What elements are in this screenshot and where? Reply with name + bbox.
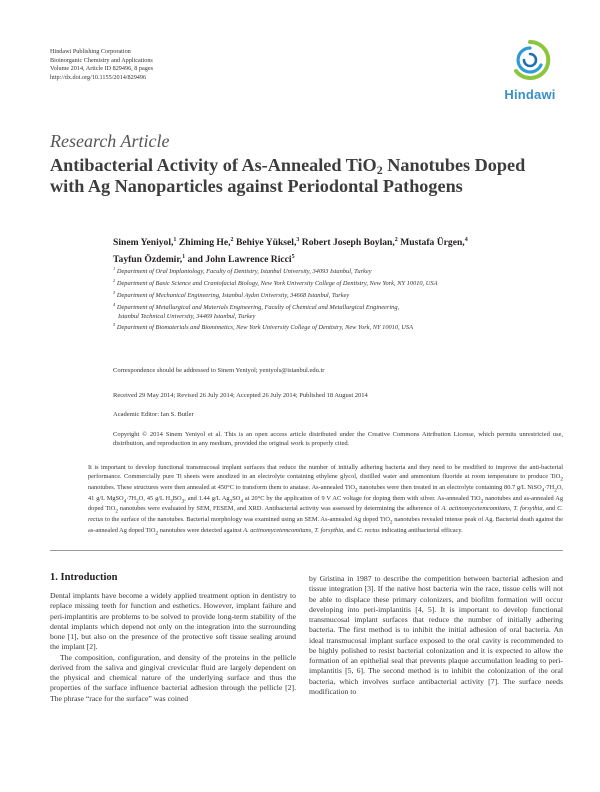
affiliation: $^2$ Department of Basic Science and Craniofacial Biology, New York University College of Dentistry, New York, NY 10010, USA: [113, 277, 438, 288]
volume-line: Volume 2014, Article ID 829496, 8 pages: [50, 65, 153, 73]
title-text-3: with Ag Nanoparticles against Periodontal Pathogens: [50, 176, 463, 196]
author[interactable]: Zhiming He,$^2$: [178, 237, 234, 249]
left-column: [50, 591, 296, 704]
hindawi-logo[interactable]: [495, 38, 565, 102]
article-title: [50, 155, 555, 197]
affiliation: $^5$ Department of Biomaterials and Biomimetics, New York University College of Dentistry, New York, NY 10010, USA: [113, 322, 414, 332]
author[interactable]: Robert Joseph Boylan,$^2$: [301, 237, 398, 249]
title-text-1: Antibacterial Activity of As-Annealed TiO: [50, 155, 377, 175]
hindawi-logo-text: Hindawi: [504, 87, 556, 102]
author[interactable]: Behiye Yüksel,$^3$: [235, 237, 300, 249]
abstract: [88, 464, 563, 538]
hindawi-logo-icon: [508, 38, 552, 82]
abstract-text: It is important to develop functional transmucosal implant surfaces that reduce the number of initially adhering bacteria and they need to be modified to improve the anti-bacterial performance. Commercially pure Ti sheets were anodized in an electrolyte containing ethylene glycol, distilled water and ammonium fluoride at room temperature to produce TiO$_2$ nanotubes. These structures were then annealed at 450°C to transform them to anatase. As-annealed TiO$_2$ nanotubes were then treated in an electrolyte containing 80.7 g/L $NiSO_4\cdot 7H_2O$, 41 g/L $MgSO_4\cdot 7H_2O$, 45 g/L $H_3BO_3$, and 1.44 g/L $Ag_2SO_4$ at 20°C by the application of 9 V AC voltage for doping them with silver. As-annealed TiO$_2$ nanotubes and as-annealed Ag doped TiO$_2$ nanotubes were evaluated by SEM, FESEM, and XRD. Antibacterial activity was assessed by determining the adherence of A. actinomycetemcomitans, T. forsythia, and C. rectus to the surface of the nanotubes. Bacterial morphology was examined using an SEM. As-annealed Ag doped TiO$_2$ nanotubes revealed intense peak of Ag. Bacterial death against the as-annealed Ag doped TiO$_2$ nanotubes were detected against A. actinomycetemcomitans, T. forsythia, and C. rectus indicating antibacterial efficacy.: [88, 464, 563, 537]
author-list: [113, 233, 563, 267]
author[interactable]: Sinem Yeniyol,$^1$: [113, 237, 177, 249]
author[interactable]: Mustafa Ürgen,$^4$: [400, 237, 468, 249]
copyright-notice: Copyright © 2014 Sinem Yeniyol et al. This is an open access article distributed under the Creative Commons Attribution License, which permits unrestricted use, distribution, and reproduction in any medium, provided the original work is properly cited.: [113, 431, 563, 447]
title-subscript: 2: [376, 163, 383, 177]
article-type: Research Article: [50, 131, 170, 151]
paragraph: The composition, configuration, and density of the proteins in the pellicle derived from the saliva and gingival crevicular fluid are largely dependent on the physical and chemical nature of the underlying surface and thus the properties of the surface influence bacterial adhesion through the pellicle [2]. The phrase “race for the surface” was coined: [50, 652, 296, 703]
section-divider: [50, 550, 563, 551]
correspondence: Correspondence should be addressed to Sinem Yeniyol; yeniyols@istanbul.edu.tr: [113, 367, 325, 374]
paragraph: Dental implants have become a widely applied treatment option in dentistry to replace missing teeth for function and esthetics. However, implant failure and peri-implantitis are problems to be solved to provide long-term stability of the dental implants which depend not only on the integration into the surrounding bone [1], but also on the presence of the protective soft tissue sealing around the implant [2].: [50, 591, 296, 652]
doi-link[interactable]: http://dx.doi.org/10.1155/2014/829496: [50, 73, 147, 81]
author[interactable]: Tayfun Özdemir,$^1$: [113, 254, 186, 266]
title-text-2: Nanotubes Doped: [382, 155, 526, 175]
journal-line: Bioinorganic Chemistry and Applications: [50, 56, 153, 64]
article-dates: Received 29 May 2014; Revised 26 July 2014; Accepted 26 July 2014; Published 18 August 2014: [113, 392, 368, 399]
author[interactable]: and John Lawrence Ricci$^5$: [187, 254, 295, 266]
academic-editor: Academic Editor: Ian S. Butler: [113, 411, 194, 418]
publisher-line: Hindawi Publishing Corporation: [50, 48, 131, 55]
affiliation-continued: Istanbul Technical University, 34469 Istanbul, Turkey: [118, 312, 256, 320]
affiliation: $^3$ Department of Mechanical Engineering, Istanbul Aydın University, 34668 Istanbul, Turkey: [113, 289, 350, 299]
right-column: [309, 574, 563, 697]
section-heading-introduction: 1. Introduction: [50, 572, 118, 583]
affiliation: $^1$ Department of Oral Implantology, Faculty of Dentistry, Istanbul University, 34093 Istanbul, Turkey: [113, 266, 372, 276]
running-header: [50, 48, 153, 82]
paragraph: by Gristina in 1987 to describe the competition between bacterial adhesion and tissue integration [3]. If the native host bacteria win the race, tissue cells will not be able to displace these primary colonizers, and biofilm formation will occur developing into peri-implantitis [4, 5]. It is important to develop functional transmucosal implant surfaces that reduce the number of initially adhering bacteria. The first method is to inhibit the initial adhesion of oral bacteria. An ideal transmucosal implant surface exposed to the oral cavity is recommended to be highly polished to resist bacterial colonization and it is expected to allow the formation of an epithelial seal that prevents plaque accumulation leading to peri-implantitis [5, 6]. The second method is to inhibit the colonization of the oral bacteria, which involves surface antibacterial activity [7]. The surface needs modification to: [309, 574, 563, 696]
affiliations: [113, 265, 563, 333]
affiliation: $^4$ Department of Metallurgical and Materials Engineering, Faculty of Chemical and Metallurgical Engineering,: [113, 301, 400, 311]
